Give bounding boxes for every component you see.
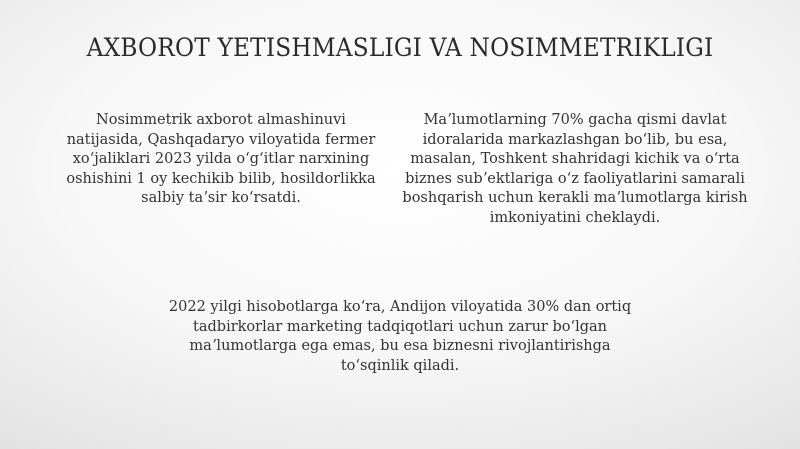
right-paragraph: Maʼlumotlarning 70% gacha qismi davlat idoralarida markazlashgan boʻlib, bu esa, masalan, Toshkent shahridagi kichik va oʻrta biznes subʼektlariga oʻz faoliyatlarini samarali boshqarish uchun kerakli maʼlumotlarga kirish imkoniyatini cheklaydi.: [402, 112, 748, 226]
bottom-paragraph: 2022 yilgi hisobotlarga koʻra, Andijon viloyatida 30% dan ortiq tadbirkorlar marketing tadqiqotlari uchun zarur boʻlgan maʼlumotlarga ega emas, bu esa biznesni rivojlantirishga toʻsqinlik qiladi.: [168, 299, 632, 374]
left-paragraph: Nosimmetrik axborot almashinuvi natijasida, Qashqadaryo viloyatida fermer xoʻjaliklari 2023 yilda oʻgʻitlar narxining oshishini 1 oy kechikib bilib, hosildorlikka salbiy taʼsir koʻrsatdi.: [66, 112, 376, 206]
slide-title: AXBOROT YETISHMASLIGI VA NOSIMMETRIKLIGI: [86, 33, 714, 62]
